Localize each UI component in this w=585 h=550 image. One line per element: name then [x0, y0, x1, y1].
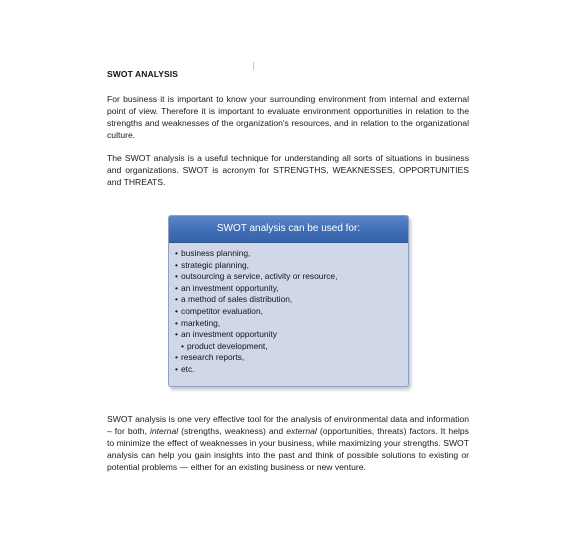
list-item: • an investment opportunity, [175, 282, 279, 293]
bullet-icon: • [175, 317, 178, 328]
paragraph-intro: For business it is important to know your surrounding environment from internal and external point of view. Therefore it is important to evaluate environment opportunities in relation to the strengths and weaknesses of the organization's resources, and in relation to the organizational culture. [107, 94, 469, 140]
swot-box-header: SWOT analysis can be used for: [169, 216, 408, 243]
list-item: • etc. [175, 363, 195, 374]
list-item: • a method of sales distribution, [175, 294, 293, 305]
document-title: SWOT ANALYSIS [107, 69, 179, 79]
bullet-icon: • [175, 294, 178, 305]
list-item-sub: • product development, [181, 340, 268, 351]
bullet-icon: • [175, 259, 178, 270]
bullet-icon: • [175, 329, 178, 340]
list-item: • competitor evaluation, [175, 305, 263, 316]
text-cursor-mark [253, 62, 254, 70]
list-item: • an investment opportunity [175, 329, 277, 340]
swot-uses-box [168, 215, 409, 387]
bullet-icon: • [175, 248, 178, 258]
list-item: • research reports, [175, 352, 245, 363]
bullet-icon: • [175, 282, 178, 293]
paragraph-swot-definition: The SWOT analysis is a useful technique for understanding all sorts of situations in business and organizations. SWOT is acronym for STRENGTHS, WEAKNESSES, OPPORTUNITIES and THREATS. [107, 153, 469, 187]
bullet-icon: • [175, 271, 178, 282]
paragraph-swot-effectiveness: SWOT analysis is one very effective tool for the analysis of environmental data and information – for both, internal (strengths, weakness) and external (opportunities, threats) factors. It helps to minimize the effect of weaknesses in your business, while maximizing your strengths. SWOT analysis can help you gain insights into the past and think of possible solutions to existing or potential problems — either for an existing business or new venture. [107, 414, 469, 472]
list-item: • business planning, [175, 248, 251, 258]
bullet-icon: • [181, 340, 184, 351]
list-item: • strategic planning, [175, 259, 249, 270]
swot-uses-list [169, 243, 408, 376]
list-item: • outsourcing a service, activity or resource, [175, 271, 338, 282]
list-item: • marketing, [175, 317, 221, 328]
bullet-icon: • [175, 363, 178, 374]
bullet-icon: • [175, 352, 178, 363]
bullet-icon: • [175, 305, 178, 316]
